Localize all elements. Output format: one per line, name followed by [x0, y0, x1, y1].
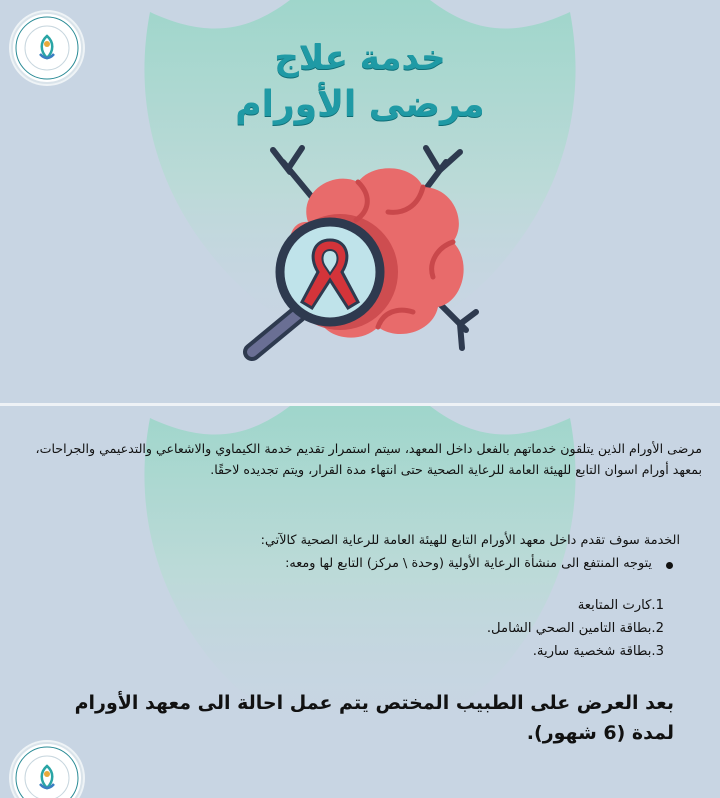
intro-paragraph: مرضى الأورام الذين يتلقون خدماتهم بالفعل داخل المعهد، سيتم استمرار تقديم خدمة الكيماوي والاشعاعي والتدعيمي والجراحات، بمعهد أورام اسوان التابع للهيئة العامة للرعاية الصحية حتى انتهاء مدة القرار، ويتم تجديده لاحقًا.	[35, 441, 702, 477]
authority-logo-bottom	[11, 742, 83, 798]
closing-statement: بعد العرض على الطبيب المختص يتم عمل احالة الى معهد الأورام لمدة (6 شهور).	[74, 692, 674, 744]
required-doc-2: 2.بطاقة التامين الصحي الشامل.	[486, 621, 664, 636]
service-lead-text: الخدمة سوف تقدم داخل معهد الأورام التابع للهيئة العامة للرعاية الصحية كالآتي:	[260, 533, 680, 548]
tumor-magnifier-ribbon-icon	[238, 142, 484, 366]
page-title-line-1: خدمة علاج	[274, 38, 446, 78]
required-doc-3: 3.بطاقة شخصية سارية.	[532, 644, 664, 659]
authority-logo	[11, 12, 83, 84]
page-title-line-2: مرضى الأورام	[235, 84, 485, 125]
bullet-dot-icon	[666, 562, 673, 569]
required-doc-1: 1.كارت المتابعة	[577, 598, 664, 613]
bullet-item: يتوجه المنتفع الى منشأة الرعاية الأولية (وحدة \ مركز) التابع لها ومعه:	[285, 556, 652, 571]
